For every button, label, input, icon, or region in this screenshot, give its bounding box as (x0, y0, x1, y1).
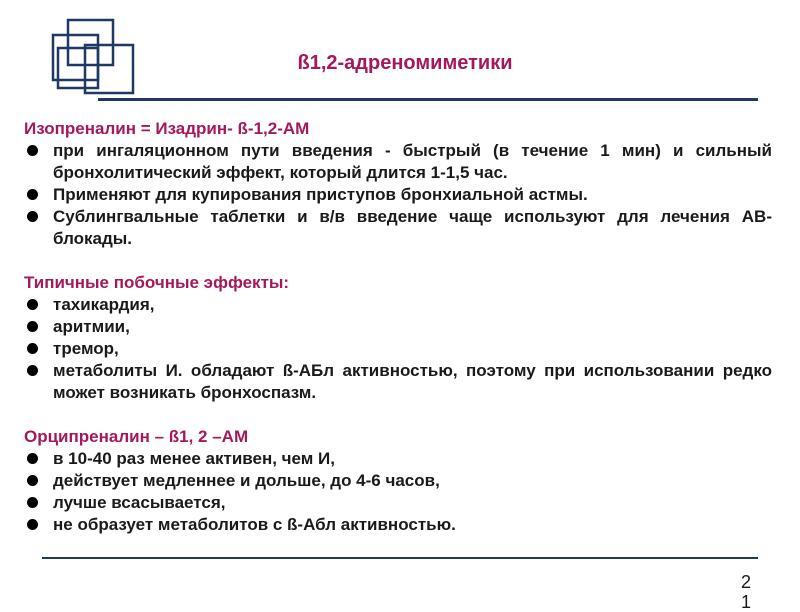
bullet-icon (27, 519, 38, 530)
list-item: аритмии, (24, 316, 772, 338)
list-item: тремор, (24, 338, 772, 360)
bullet-icon (27, 497, 38, 508)
isoprenaline-list (24, 140, 772, 250)
list-item: метаболиты И. обладают ß-АБл активностью, поэтому при использовании редко может возникать бронхоспазм. (24, 360, 772, 404)
list-item: тахикардия, (24, 294, 772, 316)
bullet-icon (27, 343, 38, 354)
list-item: в 10-40 раз менее активен, чем И, (24, 448, 772, 470)
squares-logo-icon (50, 18, 140, 98)
title-divider (98, 98, 758, 101)
slide-title: ß1,2-адреномиметики (297, 52, 513, 74)
slide-content (24, 118, 772, 536)
bullet-icon (27, 321, 38, 332)
bullet-icon (27, 365, 38, 376)
list-item: не образует метаболитов с ß-Абл активностью. (24, 514, 772, 536)
list-item: действует медленнее и дольше, до 4-6 часов, (24, 470, 772, 492)
list-item: лучше всасывается, (24, 492, 772, 514)
bullet-icon (27, 211, 38, 222)
side-effects-list (24, 294, 772, 404)
bullet-icon (27, 189, 38, 200)
list-item: Применяют для купирования приступов бронхиальной астмы. (24, 184, 772, 206)
page-number: 2 1 (741, 572, 752, 612)
section-heading-isoprenaline: Изопреналин = Изадрин- ß-1,2-АМ (24, 119, 310, 138)
list-item: Сублингвальные таблетки и в/в введение чаще используют для лечения АВ-блокады. (24, 206, 772, 250)
bullet-icon (27, 145, 38, 156)
section-heading-orciprenaline: Орципреналин – ß1, 2 –АМ (24, 427, 249, 446)
bullet-icon (27, 475, 38, 486)
list-item: при ингаляционном пути введения - быстрый (в течение 1 мин) и сильный бронхолитический эффект, который длится 1-1,5 час. (24, 140, 772, 184)
bullet-icon (27, 299, 38, 310)
footer-divider (42, 557, 758, 559)
section-heading-side-effects: Типичные побочные эффекты: (24, 273, 290, 292)
orciprenaline-list (24, 448, 772, 536)
bullet-icon (27, 453, 38, 464)
